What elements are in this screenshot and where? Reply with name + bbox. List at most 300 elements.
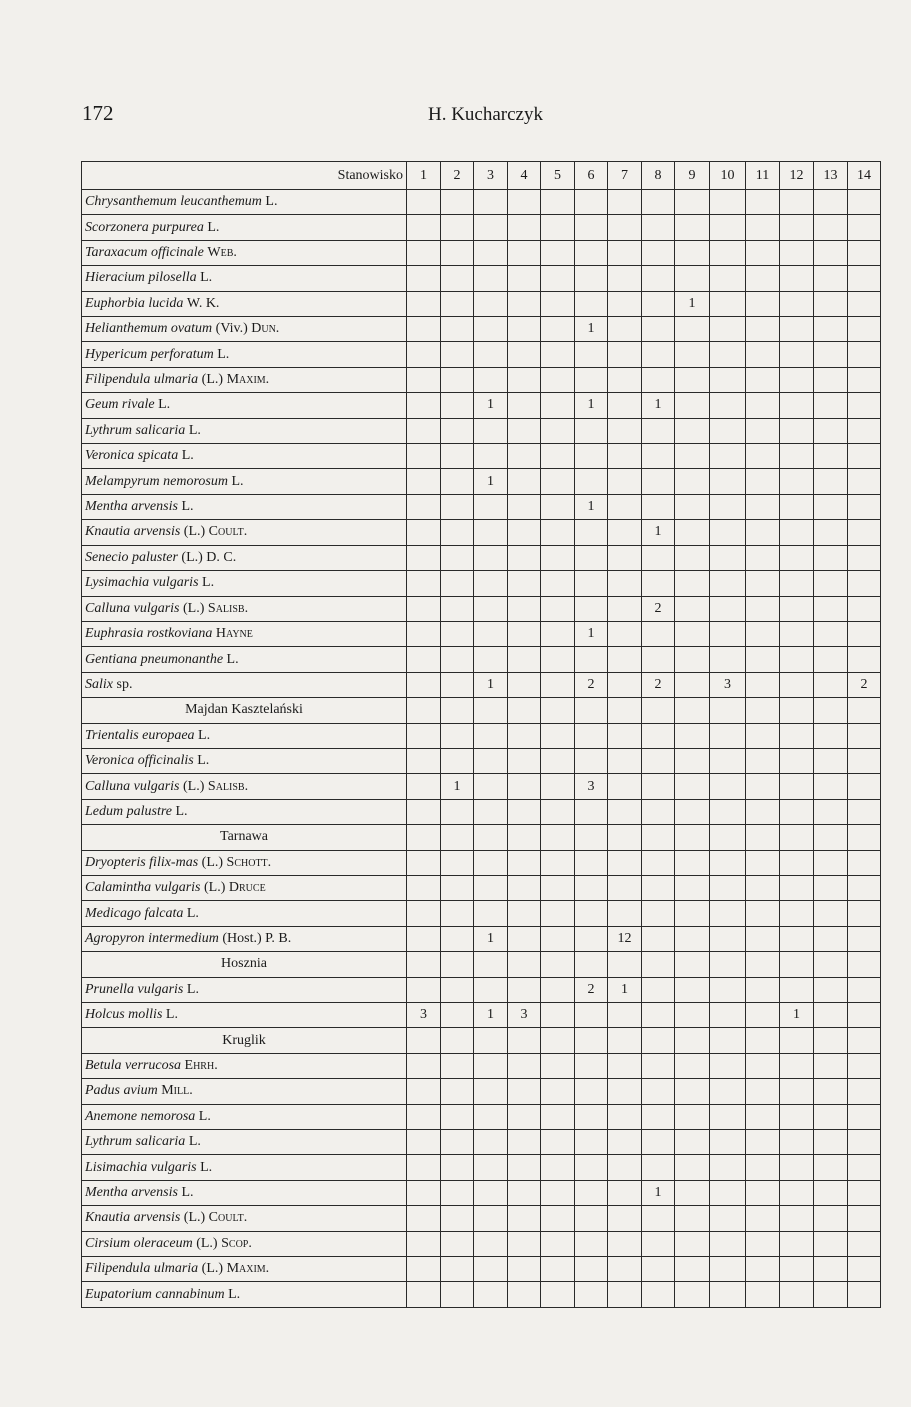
count-cell [407, 723, 441, 748]
species-name: Mentha arvensis [85, 1185, 178, 1201]
count-cell [780, 672, 814, 697]
count-cell [642, 418, 675, 443]
count-cell [407, 1206, 441, 1231]
count-cell [710, 850, 746, 875]
header-col-11: 11 [746, 162, 780, 190]
count-cell [746, 317, 780, 342]
count-cell [675, 520, 710, 545]
count-cell [407, 240, 441, 265]
species-row [82, 520, 881, 545]
count-cell [642, 1155, 675, 1180]
count-cell [848, 1155, 881, 1180]
species-name-cell [82, 1257, 407, 1282]
count-cell [541, 291, 575, 316]
count-cell [675, 215, 710, 240]
count-cell [407, 291, 441, 316]
species-name-cell [82, 926, 407, 951]
count-cell [407, 469, 441, 494]
species-name-cell [82, 266, 407, 291]
count-cell [780, 723, 814, 748]
count-cell [608, 1104, 642, 1129]
species-author: L. [165, 1007, 178, 1023]
count-cell [814, 1155, 848, 1180]
count-cell [814, 799, 848, 824]
count-cell [407, 342, 441, 367]
count-cell [710, 901, 746, 926]
count-cell [746, 1257, 780, 1282]
count-cell [848, 926, 881, 951]
count-cell [710, 1104, 746, 1129]
count-cell [642, 1028, 675, 1053]
species-name: Knautia arvensis [85, 1210, 181, 1226]
count-cell [407, 494, 441, 519]
species-author: (L.) [201, 1261, 224, 1277]
species-name: Chrysanthemum leucanthemum [85, 194, 262, 210]
count-cell [541, 901, 575, 926]
count-cell [746, 1130, 780, 1155]
count-cell: 2 [848, 672, 881, 697]
count-cell [474, 748, 508, 773]
count-cell [848, 1003, 881, 1028]
species-author: L. [228, 1286, 241, 1302]
count-cell [608, 748, 642, 773]
count-cell [474, 621, 508, 646]
count-cell [814, 647, 848, 672]
species-author: (L.) [183, 524, 206, 540]
count-cell: 3 [710, 672, 746, 697]
count-cell [746, 748, 780, 773]
count-cell [814, 901, 848, 926]
count-cell [746, 1104, 780, 1129]
species-name: Anemone nemorosa [85, 1108, 196, 1124]
species-name-cell [82, 469, 407, 494]
count-cell [441, 469, 474, 494]
count-cell: 2 [642, 672, 675, 697]
count-cell [642, 825, 675, 850]
count-cell [575, 342, 608, 367]
count-cell [710, 1180, 746, 1205]
count-cell [608, 901, 642, 926]
count-cell [508, 774, 541, 799]
header-col-12: 12 [780, 162, 814, 190]
count-cell [675, 342, 710, 367]
count-cell [814, 1180, 848, 1205]
count-cell [441, 1155, 474, 1180]
count-cell [642, 215, 675, 240]
count-cell [407, 799, 441, 824]
count-cell [848, 647, 881, 672]
count-cell [642, 571, 675, 596]
species-name-cell [82, 190, 407, 215]
count-cell [642, 647, 675, 672]
count-cell [848, 1028, 881, 1053]
count-cell [675, 393, 710, 418]
count-cell [746, 545, 780, 570]
species-author: (L.) [196, 1235, 218, 1251]
count-cell [675, 266, 710, 291]
count-cell [407, 317, 441, 342]
species-row [82, 850, 881, 875]
count-cell [508, 596, 541, 621]
count-cell [474, 647, 508, 672]
count-cell [575, 1104, 608, 1129]
count-cell: 1 [575, 621, 608, 646]
count-cell [814, 774, 848, 799]
species-name-cell [82, 748, 407, 773]
count-cell [508, 621, 541, 646]
species-row [82, 571, 881, 596]
count-cell [814, 418, 848, 443]
count-cell [441, 1130, 474, 1155]
count-cell [814, 1104, 848, 1129]
count-cell [608, 774, 642, 799]
count-cell [780, 190, 814, 215]
count-cell [441, 748, 474, 773]
count-cell [474, 977, 508, 1002]
count-cell [814, 469, 848, 494]
count-cell [642, 444, 675, 469]
count-cell [575, 444, 608, 469]
species-author-sc: Schott. [226, 854, 272, 870]
header-col-1: 1 [407, 162, 441, 190]
species-author: L. [181, 499, 194, 515]
species-author: L. [188, 1134, 201, 1150]
species-name: Helianthemum ovatum [85, 321, 213, 337]
count-cell [474, 1155, 508, 1180]
species-name: Medicago falcata [85, 905, 184, 921]
count-cell [642, 1079, 675, 1104]
species-name-cell [82, 1231, 407, 1256]
count-cell: 1 [642, 393, 675, 418]
count-cell [441, 215, 474, 240]
count-cell [642, 1282, 675, 1308]
locality-row [82, 1028, 881, 1053]
count-cell [675, 1130, 710, 1155]
count-cell [780, 748, 814, 773]
count-cell [474, 215, 508, 240]
count-cell [407, 952, 441, 977]
count-cell [746, 1079, 780, 1104]
count-cell [675, 1180, 710, 1205]
count-cell [780, 850, 814, 875]
count-cell [575, 926, 608, 951]
count-cell [608, 215, 642, 240]
count-cell [710, 1231, 746, 1256]
species-author-sc: Coult. [208, 1210, 248, 1226]
species-author-sc: Maxim. [226, 372, 270, 388]
count-cell [441, 1206, 474, 1231]
count-cell [746, 952, 780, 977]
species-name-cell [82, 596, 407, 621]
count-cell [608, 1130, 642, 1155]
count-cell [780, 647, 814, 672]
count-cell [608, 672, 642, 697]
count-cell [441, 520, 474, 545]
species-name-cell [82, 901, 407, 926]
count-cell [814, 444, 848, 469]
count-cell [575, 1079, 608, 1104]
count-cell [407, 520, 441, 545]
count-cell [710, 825, 746, 850]
count-cell [848, 418, 881, 443]
count-cell [710, 647, 746, 672]
count-cell [541, 977, 575, 1002]
count-cell [407, 444, 441, 469]
count-cell [848, 1257, 881, 1282]
count-cell [541, 571, 575, 596]
count-cell [575, 596, 608, 621]
count-cell [407, 901, 441, 926]
count-cell [441, 647, 474, 672]
count-cell [474, 240, 508, 265]
species-row [82, 469, 881, 494]
species-author: L. [197, 753, 210, 769]
count-cell [407, 393, 441, 418]
count-cell [814, 240, 848, 265]
species-author: (L.) D. C. [181, 549, 237, 565]
species-row [82, 1257, 881, 1282]
count-cell [814, 1206, 848, 1231]
species-author: L. [265, 194, 278, 210]
species-name: Euphrasia rostkoviana [85, 626, 213, 642]
count-cell [848, 393, 881, 418]
count-cell [746, 266, 780, 291]
count-cell [407, 621, 441, 646]
count-cell [608, 1028, 642, 1053]
species-author-sc: Salisb. [207, 600, 249, 616]
locality-label: Majdan Kasztelański [82, 698, 407, 723]
count-cell [710, 520, 746, 545]
count-cell [575, 1180, 608, 1205]
count-cell [675, 367, 710, 392]
species-author: L. [198, 1108, 211, 1124]
count-cell [675, 1053, 710, 1078]
species-name: Filipendula ulmaria [85, 1261, 199, 1277]
count-cell [710, 1003, 746, 1028]
count-cell [407, 1282, 441, 1308]
count-cell [474, 1257, 508, 1282]
species-name-cell [82, 672, 407, 697]
count-cell [675, 977, 710, 1002]
count-cell: 1 [608, 977, 642, 1002]
species-name: Mentha arvensis [85, 499, 178, 515]
locality-label: Hosznia [82, 952, 407, 977]
count-cell [441, 799, 474, 824]
count-cell [407, 1155, 441, 1180]
count-cell [710, 1282, 746, 1308]
count-cell [441, 571, 474, 596]
count-cell [575, 1003, 608, 1028]
header-col-8: 8 [642, 162, 675, 190]
count-cell [441, 418, 474, 443]
count-cell [441, 1180, 474, 1205]
count-cell [608, 266, 642, 291]
count-cell [474, 698, 508, 723]
count-cell [541, 469, 575, 494]
count-cell [642, 1257, 675, 1282]
count-cell [541, 444, 575, 469]
species-row [82, 1282, 881, 1308]
species-name: Calluna vulgaris [85, 600, 180, 616]
count-cell [814, 342, 848, 367]
count-cell [474, 774, 508, 799]
count-cell [441, 494, 474, 519]
count-cell [608, 418, 642, 443]
count-cell [746, 494, 780, 519]
count-cell [848, 621, 881, 646]
count-cell [642, 621, 675, 646]
header-col-4: 4 [508, 162, 541, 190]
count-cell [746, 291, 780, 316]
count-cell [407, 1130, 441, 1155]
count-cell [608, 875, 642, 900]
species-name: Senecio paluster [85, 549, 178, 565]
species-name: Ledum palustre [85, 803, 172, 819]
count-cell [441, 1003, 474, 1028]
count-cell [441, 926, 474, 951]
count-cell [848, 723, 881, 748]
count-cell [675, 1079, 710, 1104]
species-name-cell [82, 291, 407, 316]
species-name: Knautia arvensis [85, 524, 181, 540]
species-author: (L.) [201, 854, 224, 870]
count-cell [441, 444, 474, 469]
count-cell [541, 875, 575, 900]
count-cell [575, 266, 608, 291]
count-cell [441, 190, 474, 215]
count-cell [575, 367, 608, 392]
count-cell [407, 926, 441, 951]
species-name-cell [82, 1130, 407, 1155]
species-name: Trientalis europaea [85, 727, 195, 743]
count-cell [441, 850, 474, 875]
count-cell [780, 393, 814, 418]
count-cell [675, 1206, 710, 1231]
count-cell [642, 748, 675, 773]
count-cell [474, 952, 508, 977]
header-col-6: 6 [575, 162, 608, 190]
species-author-sc: Ehrh. [184, 1058, 218, 1074]
species-row [82, 875, 881, 900]
count-cell [746, 723, 780, 748]
count-cell [575, 190, 608, 215]
species-author: L. [181, 448, 194, 464]
count-cell: 1 [575, 393, 608, 418]
count-cell [814, 291, 848, 316]
count-cell [575, 291, 608, 316]
count-cell [675, 799, 710, 824]
count-cell [675, 875, 710, 900]
species-row [82, 748, 881, 773]
count-cell [407, 266, 441, 291]
species-row [82, 1104, 881, 1129]
count-cell [575, 1028, 608, 1053]
count-cell [848, 469, 881, 494]
count-cell [608, 1079, 642, 1104]
count-cell [642, 367, 675, 392]
count-cell [575, 875, 608, 900]
count-cell [710, 291, 746, 316]
count-cell [608, 240, 642, 265]
count-cell [441, 672, 474, 697]
species-name: Euphorbia lucida [85, 295, 184, 311]
species-row [82, 190, 881, 215]
count-cell [608, 469, 642, 494]
count-cell [746, 367, 780, 392]
count-cell [407, 418, 441, 443]
count-cell [642, 240, 675, 265]
count-cell [746, 240, 780, 265]
count-cell [814, 1130, 848, 1155]
count-cell [848, 952, 881, 977]
count-cell [848, 215, 881, 240]
count-cell [541, 1206, 575, 1231]
species-name-cell [82, 977, 407, 1002]
count-cell [642, 952, 675, 977]
count-cell [710, 926, 746, 951]
count-cell [780, 1180, 814, 1205]
count-cell [541, 774, 575, 799]
count-cell [746, 1282, 780, 1308]
count-cell [780, 1282, 814, 1308]
count-cell [710, 393, 746, 418]
species-name-cell [82, 367, 407, 392]
species-row [82, 418, 881, 443]
count-cell [407, 748, 441, 773]
count-cell [441, 1282, 474, 1308]
count-cell [407, 977, 441, 1002]
species-author: L. [175, 803, 188, 819]
count-cell [575, 571, 608, 596]
count-cell [575, 799, 608, 824]
count-cell [848, 494, 881, 519]
species-name: Gentiana pneumonanthe [85, 651, 224, 667]
count-cell [814, 1003, 848, 1028]
count-cell [780, 875, 814, 900]
count-cell [541, 926, 575, 951]
count-cell [441, 1231, 474, 1256]
count-cell [746, 1028, 780, 1053]
count-cell [710, 367, 746, 392]
species-name: Melampyrum nemorosum [85, 473, 228, 489]
count-cell [508, 875, 541, 900]
species-row [82, 545, 881, 570]
count-cell [848, 596, 881, 621]
count-cell [575, 1231, 608, 1256]
count-cell [508, 520, 541, 545]
count-cell [541, 520, 575, 545]
species-name-cell [82, 571, 407, 596]
count-cell [746, 469, 780, 494]
count-cell [746, 215, 780, 240]
count-cell [407, 596, 441, 621]
count-cell [675, 850, 710, 875]
count-cell [746, 1231, 780, 1256]
species-name-cell [82, 342, 407, 367]
count-cell [710, 1206, 746, 1231]
species-author: L. [200, 270, 213, 286]
species-name: Calluna vulgaris [85, 778, 180, 794]
count-cell [780, 1028, 814, 1053]
count-cell [474, 1028, 508, 1053]
species-author: (L.) [204, 880, 226, 896]
species-name-cell [82, 444, 407, 469]
count-cell [710, 266, 746, 291]
count-cell [541, 748, 575, 773]
species-row [82, 1003, 881, 1028]
species-author: sp. [116, 676, 133, 692]
count-cell [746, 799, 780, 824]
